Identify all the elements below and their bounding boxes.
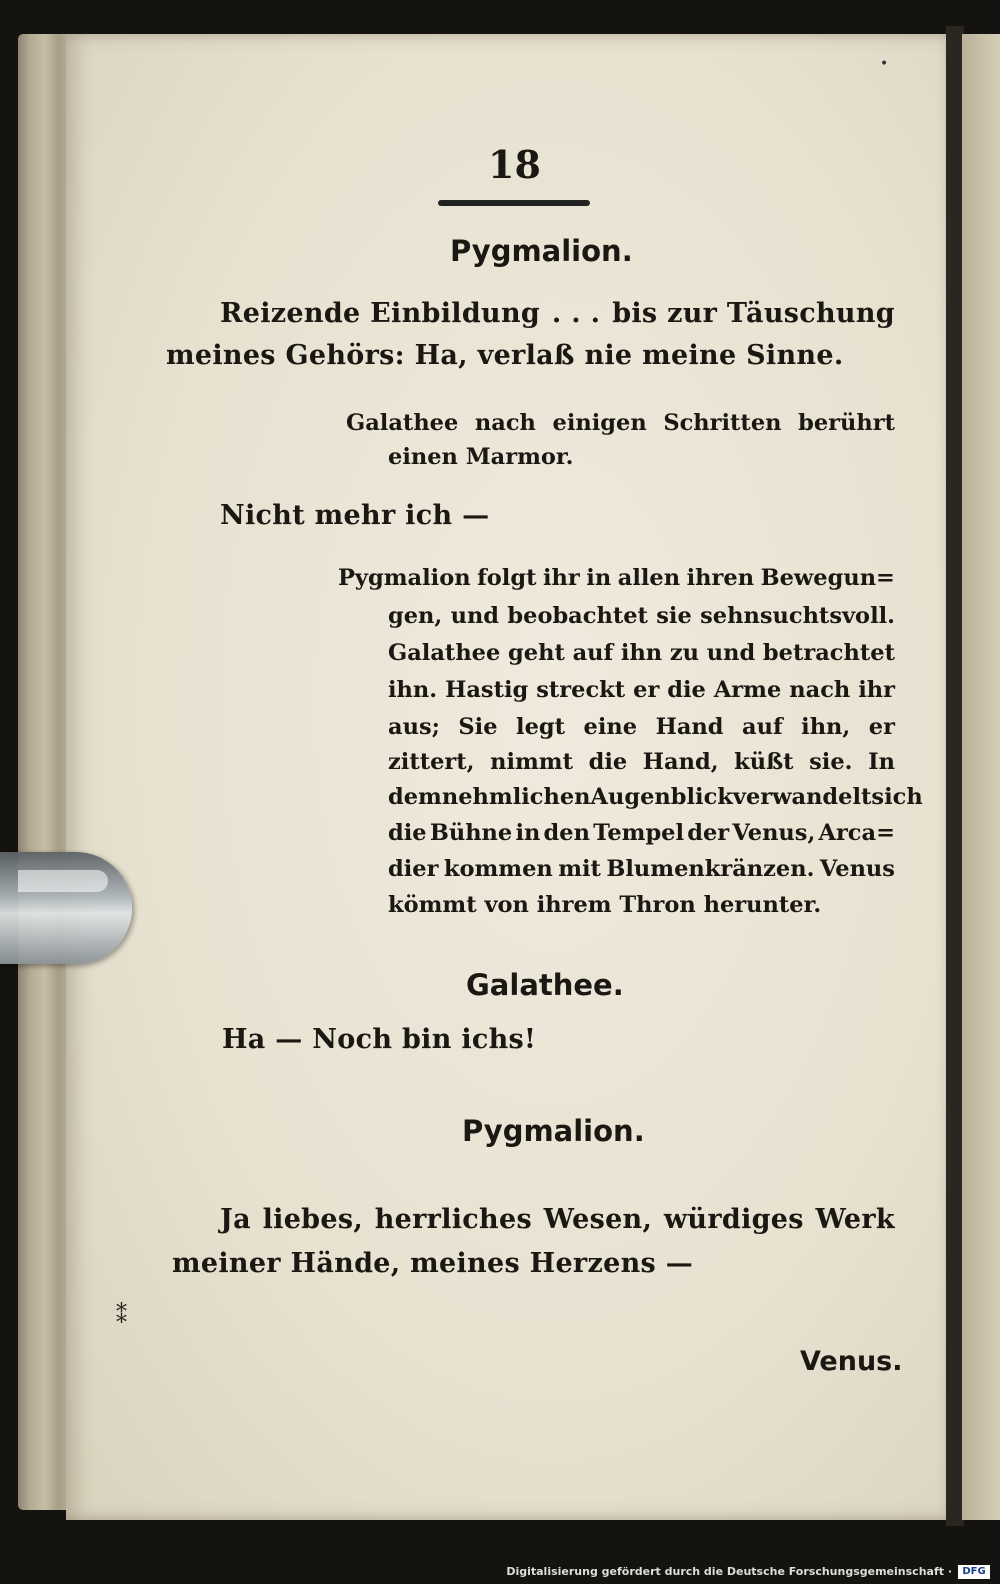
word: ihr <box>543 565 580 591</box>
word: herrliches <box>374 1204 532 1235</box>
word: verwandelt <box>732 784 872 810</box>
word: Pygmalion <box>338 565 471 591</box>
word: zittert, <box>388 749 475 775</box>
stage-direction-line <box>388 820 895 846</box>
dfg-logo: DFG <box>958 1565 990 1579</box>
word: in <box>586 565 612 591</box>
word: und <box>706 640 756 666</box>
word: sie. <box>809 749 853 775</box>
dialogue-line-4: Ha — Noch bin ichs! <box>222 1024 537 1055</box>
word: nach <box>789 677 851 703</box>
dialogue-line-1c: bis zur Täuschung <box>612 298 895 329</box>
stage-direction-line <box>388 856 895 882</box>
stage-direction-line <box>388 714 895 740</box>
stage-direction-line <box>388 677 895 703</box>
word: ihn <box>620 640 663 666</box>
word: folgt <box>477 565 537 591</box>
word: Werk <box>815 1204 895 1235</box>
word: legt <box>516 714 566 740</box>
word: Augenblick <box>590 784 733 810</box>
word: geht <box>508 640 565 666</box>
word: Venus <box>819 856 895 882</box>
word: und <box>450 603 500 629</box>
word: die <box>667 677 706 703</box>
word: dier <box>388 856 439 882</box>
word: Arme <box>713 677 782 703</box>
word: der <box>687 820 730 846</box>
dialogue-line-1b: . . . <box>551 298 601 329</box>
word: sich <box>871 784 923 810</box>
word: die <box>588 749 628 775</box>
stage-direction-1a <box>346 410 895 436</box>
word: in <box>515 820 541 846</box>
stage-direction-line <box>338 565 895 591</box>
word: auf <box>742 714 783 740</box>
word: Galathee <box>346 410 459 436</box>
word: ihn. <box>388 677 438 703</box>
page-clip-glare <box>18 870 108 892</box>
stage-direction-1b: einen Marmor. <box>388 444 574 470</box>
word: beobachtet <box>507 603 648 629</box>
page-number: 18 <box>488 142 541 187</box>
ink-smudge: ⁑ <box>116 1304 127 1329</box>
word: den <box>543 820 590 846</box>
word: gen, <box>388 603 443 629</box>
digitization-credit: Digitalisierung gefördert durch die Deutsche Forschungsgemeinschaft · <box>506 1565 952 1578</box>
word: zu <box>669 640 700 666</box>
word: mit <box>558 856 601 882</box>
catchword-venus: Venus. <box>800 1346 903 1377</box>
word: Galathee <box>388 640 501 666</box>
word: Hastig <box>445 677 529 703</box>
word: streckt <box>536 677 626 703</box>
word: Venus, <box>732 820 816 846</box>
word: ihn, <box>801 714 851 740</box>
word: betrachtet <box>762 640 895 666</box>
page-clip <box>0 852 132 964</box>
facing-page-edge <box>962 34 1000 1520</box>
dialogue-line-1 <box>220 298 895 329</box>
word: Sie <box>458 714 498 740</box>
word: ihr <box>858 677 895 703</box>
word: kommen <box>443 856 553 882</box>
stage-direction-line <box>388 603 895 629</box>
word: einigen <box>552 410 647 436</box>
word: würdiges <box>663 1204 804 1235</box>
word: auf <box>572 640 614 666</box>
stage-direction-line <box>388 784 923 810</box>
dialogue-line-3: Nicht mehr ich — <box>220 500 490 531</box>
word: nach <box>474 410 536 436</box>
word: Ja <box>220 1204 251 1235</box>
dialogue-line-6: meiner Hände, meines Herzens — <box>172 1248 693 1279</box>
word: Hand <box>655 714 724 740</box>
paper-speck: • <box>880 56 889 72</box>
word: Tempel <box>593 820 685 846</box>
word: sie <box>656 603 692 629</box>
word: ihren <box>686 565 755 591</box>
word: Hand, <box>642 749 719 775</box>
word: Schritten <box>663 410 782 436</box>
word: Arca= <box>818 820 895 846</box>
word: Bewegun= <box>760 565 895 591</box>
word: er <box>633 677 660 703</box>
word: die <box>388 820 427 846</box>
speaker-pygmalion: Pygmalion. <box>462 1114 645 1148</box>
speaker-pygmalion: Pygmalion. <box>450 234 633 268</box>
word: küßt <box>734 749 794 775</box>
word: nimmt <box>490 749 574 775</box>
word: liebes, <box>262 1204 364 1235</box>
header-rule <box>438 200 590 206</box>
dialogue-line-1a: Reizende Einbildung <box>220 298 541 329</box>
word: Wesen, <box>543 1204 653 1235</box>
stage-direction-line <box>388 640 895 666</box>
stage-direction-line: kömmt von ihrem Thron herunter. <box>388 892 822 918</box>
word: eine <box>583 714 638 740</box>
word: allen <box>617 565 681 591</box>
dialogue-line-5 <box>220 1204 895 1235</box>
word: Bühne <box>429 820 513 846</box>
dialogue-line-2: meines Gehörs: Ha, verlaß nie meine Sinne. <box>166 340 844 371</box>
word: er <box>868 714 895 740</box>
word: sehnsuchtsvoll. <box>700 603 895 629</box>
word: In <box>868 749 895 775</box>
word: Blumenkränzen. <box>606 856 815 882</box>
word: aus; <box>388 714 440 740</box>
word: dem <box>388 784 442 810</box>
speaker-galathee: Galathee. <box>466 968 624 1002</box>
word: berührt <box>798 410 895 436</box>
stage-direction-line <box>388 749 895 775</box>
word: nehmlichen <box>441 784 591 810</box>
